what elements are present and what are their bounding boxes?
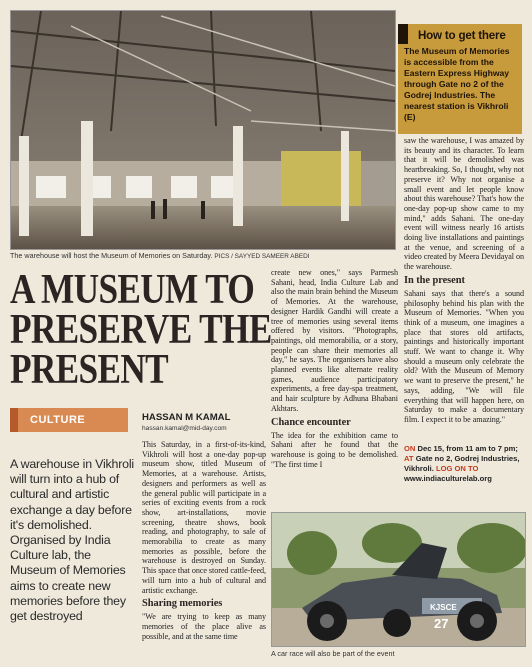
photo-caption bbox=[10, 251, 394, 260]
how-to-get-there-text: The Museum of Memories is accessible from the Eastern Express Highway through Gate no 2 of the Godrej Industries. The nearest station is Vikhroli (E) bbox=[404, 46, 510, 122]
paragraph: The idea for the exhibition came to Sahani after he found that the warehouse is going to be demolished. "The first time I bbox=[271, 430, 398, 469]
race-car-photo bbox=[271, 512, 526, 647]
info-logon-text[interactable]: www.indiaculturelab.org bbox=[404, 474, 492, 483]
deck-text: A warehouse in Vikhroli will turn into a hub of cultural and artistic exchange a day before it's demolished. Organised by India Culture lab, the Museum of Memories aims to create new memories before they get destroyed bbox=[10, 457, 134, 624]
subhead: In the present bbox=[404, 274, 465, 286]
byline-email: hassan.kamal@mid-day.com bbox=[142, 425, 227, 432]
warehouse-photo bbox=[10, 10, 396, 250]
info-at-label: AT bbox=[404, 454, 414, 463]
section-label: CULTURE bbox=[10, 408, 128, 432]
info-on-label: ON bbox=[404, 444, 416, 453]
headline-line: A MUSEUM TO bbox=[10, 267, 255, 313]
event-info bbox=[404, 444, 524, 484]
info-on-text: Dec 15, from 11 am to 7 pm; bbox=[417, 444, 518, 453]
subhead: Chance encounter bbox=[271, 416, 351, 428]
car-plate-text: KJSCE bbox=[430, 603, 457, 612]
article-column-3 bbox=[404, 136, 524, 425]
paragraph: This Saturday, in a first-of-its-kind, Vikhroli will host a one-day pop-up museum show, titled Museum of Memories, at a warehouse. Artists, designers and performers as well as the general public will participate in a series of exciting events from a rock show, art-installations, movie screening, theatre shows, book reading, and photography, to sale of memorabilia to create as many memories as possible, before the warehouse is destroyed on Sunday. This space that once stored cattle-feed, will turn into a hub of cultural and artistic exchange. bbox=[142, 440, 266, 595]
section-label-marker bbox=[10, 408, 18, 432]
how-to-get-there-title: How to get there bbox=[418, 29, 506, 42]
car-number-text: 27 bbox=[434, 616, 449, 631]
paragraph: saw the warehouse, I was amazed by its beauty and its character. To learn that it will be demolished was heartbreaking. So, I thought, why not preserve it? Why not organise a small event and let people know about this warehouse? That's how the one-day pop-up show came to my mind," adds Sahani. The one-day event will witness nearly 16 artists doing live installations and paintings at the venue, and screening of a video created by Meera Devidayal on the warehouse. bbox=[404, 136, 524, 272]
photo-credit: PICS / SAYYED SAMEER ABEDI bbox=[214, 253, 310, 260]
info-at-text: Gate no 2, Godrej Industries, Vikhroli. bbox=[404, 454, 520, 473]
headline-line: PRESERVE THE bbox=[10, 307, 272, 353]
article-column-2 bbox=[271, 268, 398, 469]
info-logon-label: LOG ON TO bbox=[435, 464, 479, 473]
headline-line: PRESENT bbox=[10, 347, 169, 393]
headline bbox=[10, 267, 272, 393]
how-to-get-there-marker bbox=[398, 24, 408, 44]
paragraph: create new ones," says Parmesh Sahani, head, India Culture Lab and also the main brain behind the Museum of Memories. At the warehouse, designer Hardik Gandhi will create a tree of memories using several items offered by visitors. "Photographs, paintings, old memorabilia, or a story, people can share their memories all day," he says. The organisers have also planned events like alternate reality games, audience participatory experiments, a free day-spa treatment, and hair sculpture by Adhuna Bhabani Akhtars. bbox=[271, 268, 398, 413]
paragraph: Sahani says that there's a sound philosophy behind his plan with the Museum of Memories. "When you think of a museum, one imagines a place that stores old artifacts, paintings and historically important stuff. We want to change it. Why should a museum only celebrate the old? With the Museum of Memory we want to preserve the present," he says, adding, "We will file everything that will happen here, on Saturday to make a documentary film. I expect it to be amazing." bbox=[404, 288, 524, 424]
subhead: Sharing memories bbox=[142, 598, 223, 610]
paragraph: "We are trying to keep as many memories of the place alive as possible, and at the same time bbox=[142, 612, 266, 641]
photo-caption-text: The warehouse will host the Museum of Memories on Saturday. bbox=[10, 251, 213, 260]
article-column-1 bbox=[142, 440, 266, 641]
how-to-get-there-box bbox=[398, 24, 522, 134]
car-photo-caption: A car race will also be part of the event bbox=[271, 649, 395, 658]
byline-name: HASSAN M KAMAL bbox=[142, 412, 231, 423]
